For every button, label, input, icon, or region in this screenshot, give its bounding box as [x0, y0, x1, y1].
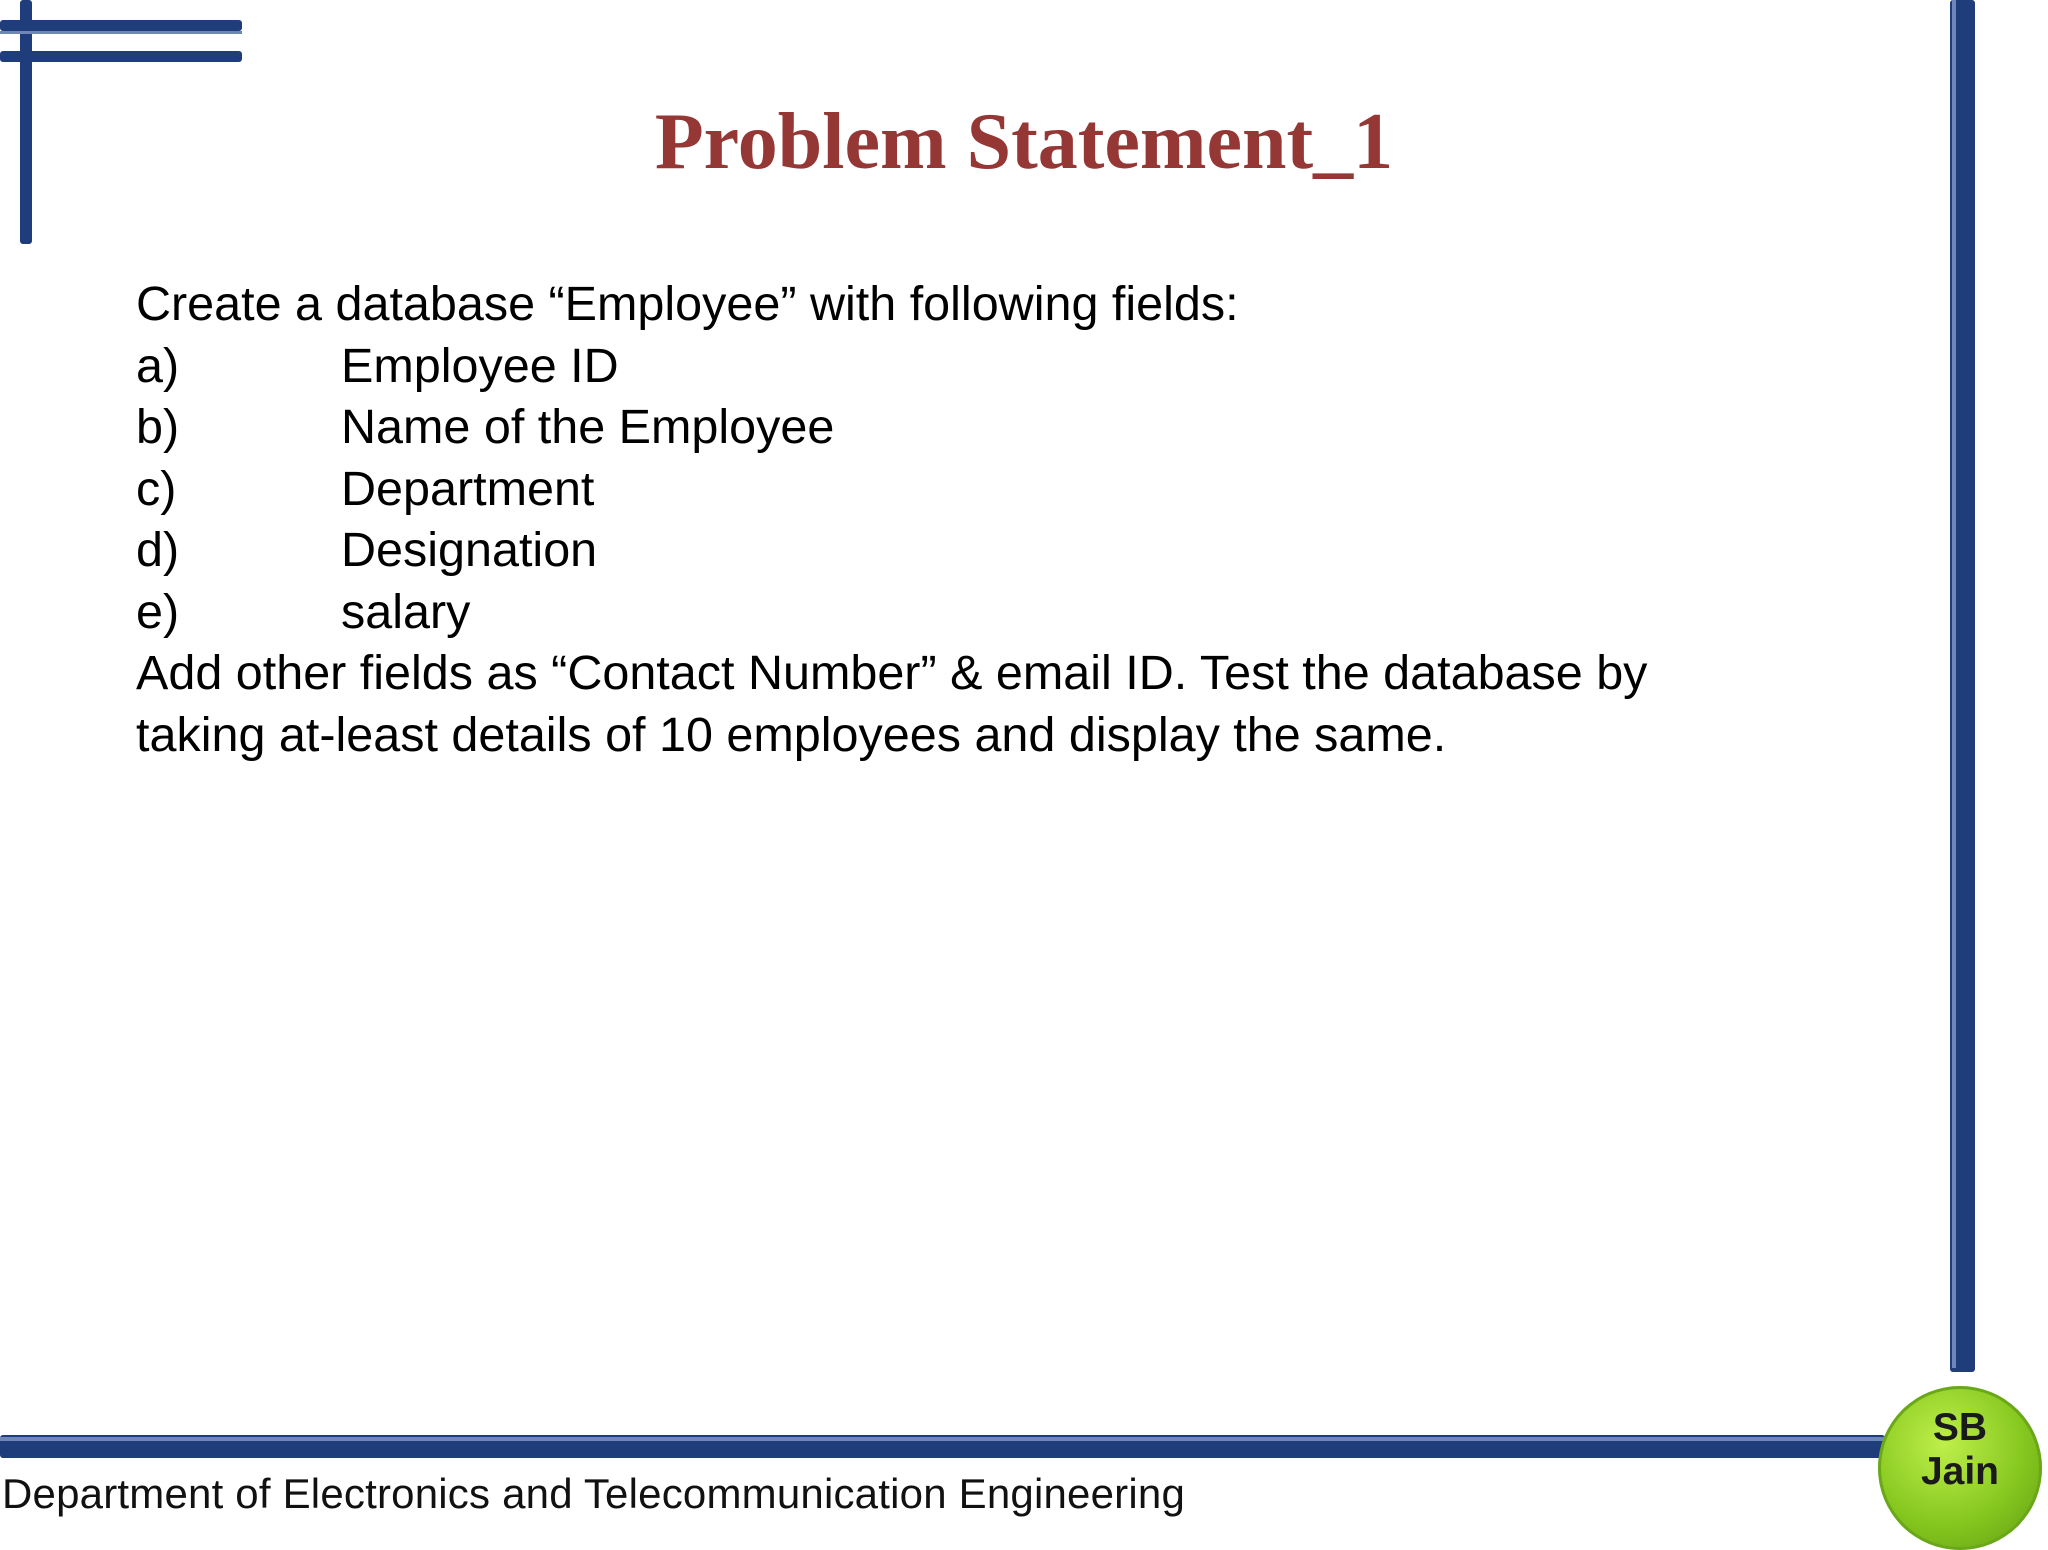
logo-text: SB Jain — [1920, 1406, 2000, 1493]
slide-title: Problem Statement_1 — [654, 98, 1394, 186]
field-item-name — [136, 397, 1836, 459]
field-item-salary — [136, 582, 1836, 644]
corner-horizontal-bar-shade — [0, 31, 242, 34]
corner-horizontal-bar-1 — [0, 20, 242, 31]
problem-body — [136, 274, 1836, 766]
field-item-designation — [136, 520, 1836, 582]
field-label: salary — [341, 584, 471, 639]
field-label: Designation — [341, 523, 598, 577]
right-vertical-bar-highlight — [1952, 0, 1956, 1368]
field-letter: e) — [136, 584, 180, 639]
footer-department: Department of Electronics and Telecommunication Engineering — [2, 1470, 1186, 1517]
sb-jain-logo — [1878, 1386, 2042, 1550]
field-label: Employee ID — [341, 338, 619, 393]
field-letter: a) — [136, 338, 180, 393]
field-label: Department — [341, 461, 595, 516]
field-letter: b) — [136, 400, 180, 454]
corner-horizontal-bar-2 — [0, 51, 242, 62]
field-letter: d) — [136, 523, 180, 577]
intro-line: Create a database “Employee” with following fields: — [136, 277, 1239, 331]
field-label: Name of the Employee — [341, 400, 835, 454]
field-letter: c) — [136, 461, 177, 516]
field-item-employee-id — [136, 336, 1836, 398]
closing-line-1: Add other fields as “Contact Number” & email ID. Test the database by — [136, 646, 1648, 700]
closing-line-2: taking at-least details of 10 employees and display the same. — [136, 707, 1447, 762]
bottom-horizontal-bar-highlight — [0, 1437, 1885, 1441]
field-item-department — [136, 459, 1836, 521]
